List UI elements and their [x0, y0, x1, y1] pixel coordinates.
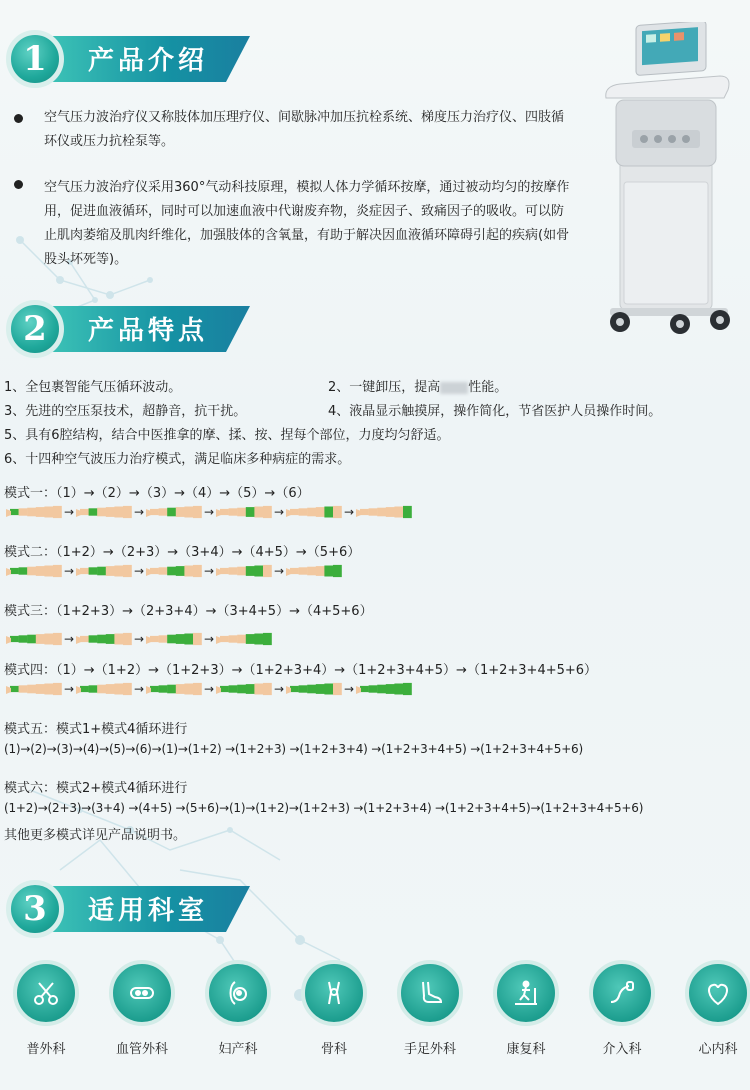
section-number-badge: 3: [6, 880, 64, 938]
leg-chamber-diagram: [146, 505, 202, 519]
treadmill-icon: [511, 978, 541, 1008]
arrow-icon: →: [203, 505, 215, 519]
mode-4-diagram: [6, 682, 412, 696]
arrow-icon: →: [63, 505, 75, 519]
department-general-surgery: [6, 960, 86, 1057]
arrow-icon: →: [273, 564, 285, 578]
leg-chamber-diagram: [286, 505, 342, 519]
department-label: 康复科: [506, 1042, 546, 1057]
arrow-icon: →: [63, 632, 75, 646]
section-header-departments: [6, 876, 256, 942]
arrow-icon: →: [133, 505, 145, 519]
more-modes-note: 其他更多模式详见产品说明书。: [4, 828, 187, 843]
leg-chamber-diagram: [6, 505, 62, 519]
device-illustration: [600, 22, 735, 340]
mode-4-text: 模式四：（1）→（1+2）→（1+2+3）→（1+2+3+4）→（1+2+3+4+5）→（1+2+3+4+5+6）: [4, 663, 598, 678]
bone-joint-icon: [319, 978, 349, 1008]
department-cardiology: [678, 960, 750, 1057]
blood-vessel-icon: [127, 978, 157, 1008]
department-label: 心内科: [698, 1042, 738, 1057]
foot-icon: [415, 978, 445, 1008]
leg-chamber-diagram: [76, 632, 132, 646]
section-title: 产品特点: [88, 316, 209, 346]
catheter-icon: [607, 978, 637, 1008]
arrow-icon: →: [273, 682, 285, 696]
department-orthopedics: [294, 960, 374, 1057]
department-label: 手足外科: [403, 1042, 456, 1057]
mode-2-diagram: [6, 564, 342, 578]
leg-chamber-diagram: [146, 564, 202, 578]
arrow-icon: →: [133, 564, 145, 578]
leg-chamber-diagram: [216, 564, 272, 578]
department-label: 普外科: [26, 1042, 66, 1057]
feature-item: 1、全包裹智能气压循环波动。: [4, 380, 182, 395]
section-title: 适用科室: [88, 896, 209, 926]
arrow-icon: →: [343, 505, 355, 519]
arrow-icon: →: [343, 682, 355, 696]
department-label: 骨科: [320, 1042, 347, 1057]
section-header-intro: [6, 26, 256, 92]
mode-2-text: 模式二：（1+2）→（2+3）→（3+4）→（4+5）→（5+6）: [4, 545, 361, 560]
leg-chamber-diagram: [216, 682, 272, 696]
leg-chamber-diagram: [6, 682, 62, 696]
heart-icon: [703, 978, 733, 1008]
pregnancy-icon: [223, 978, 253, 1008]
arrow-icon: →: [133, 682, 145, 696]
arrow-icon: →: [203, 564, 215, 578]
mode-3-diagram: [6, 632, 272, 646]
intro-paragraph: 空气压力波治疗仪采用360°气动科技原理，模拟人体力学循环按摩，通过被动均匀的按摩作用，促进血液循环，同时可以加速血液中代谢废弃物，炎症因子、致痛因子的吸收。可以防止肌肉萎缩及肌肉纤维化，加强肢体的含氧量，有助于解决因血液循环障碍引起的疾病(如骨股头坏死等)。: [44, 180, 570, 267]
department-rehabilitation: [486, 960, 566, 1057]
mode-1-text: 模式一：（1）→（2）→（3）→（4）→（5）→（6）: [4, 486, 310, 501]
arrow-icon: →: [63, 682, 75, 696]
department-label: 血管外科: [115, 1042, 168, 1057]
leg-chamber-diagram: [216, 632, 272, 646]
leg-chamber-diagram: [6, 632, 62, 646]
feature-item: 5、具有6腔结构，结合中医推拿的摩、揉、按、捏每个部位，力度均匀舒适。: [4, 428, 450, 443]
mode-3-text: 模式三：（1+2+3）→（2+3+4）→（3+4+5）→（4+5+6）: [4, 604, 373, 619]
bullet-dot: [14, 114, 23, 123]
scissors-icon: [31, 978, 61, 1008]
blurred-word: [440, 382, 468, 394]
mode-1-diagram: [6, 505, 412, 519]
feature-item: 4、液晶显示触摸屏，操作简化，节省医护人员操作时间。: [328, 404, 662, 419]
leg-chamber-diagram: [76, 564, 132, 578]
leg-chamber-diagram: [356, 505, 412, 519]
arrow-icon: →: [203, 682, 215, 696]
department-hand-foot-surgery: [390, 960, 470, 1057]
department-interventional: [582, 960, 662, 1057]
bullet-dot: [14, 180, 23, 189]
arrow-icon: →: [63, 564, 75, 578]
section-number-badge: 2: [6, 300, 64, 358]
leg-chamber-diagram: [356, 682, 412, 696]
mode-5-title: 模式五：模式1+模式4循环进行: [4, 722, 188, 737]
feature-item: 3、先进的空压泵技术，超静音，抗干扰。: [4, 404, 247, 419]
leg-chamber-diagram: [286, 564, 342, 578]
arrow-icon: →: [133, 632, 145, 646]
section-number-badge: 1: [6, 30, 64, 88]
leg-chamber-diagram: [286, 682, 342, 696]
mode-6-sequence: (1+2)→(2+3)→(3+4) →(4+5) →(5+6)→(1)→(1+2)→(1+2+3) →(1+2+3+4) →(1+2+3+4+5)→(1+2+3+4+5+6): [4, 801, 644, 815]
leg-chamber-diagram: [76, 682, 132, 696]
arrow-icon: →: [273, 505, 285, 519]
department-label: 介入科: [602, 1042, 642, 1057]
department-vascular-surgery: [102, 960, 182, 1057]
arrow-icon: →: [203, 632, 215, 646]
leg-chamber-diagram: [146, 632, 202, 646]
department-label: 妇产科: [218, 1042, 258, 1057]
section-title: 产品介绍: [88, 46, 209, 76]
intro-paragraph: 空气压力波治疗仪又称肢体加压理疗仪、间歇脉冲加压抗栓系统、梯度压力治疗仪、四肢循环仪或压力抗栓泵等。: [44, 110, 565, 149]
department-obstetrics: [198, 960, 278, 1057]
mode-5-sequence: (1)→(2)→(3)→(4)→(5)→(6)→(1)→(1+2) →(1+2+3) →(1+2+3+4) →(1+2+3+4+5) →(1+2+3+4+5+6): [4, 742, 583, 756]
mode-6-title: 模式六：模式2+模式4循环进行: [4, 781, 188, 796]
leg-chamber-diagram: [76, 505, 132, 519]
feature-item: 6、十四种空气波压力治疗模式，满足临床多种病症的需求。: [4, 452, 351, 467]
leg-chamber-diagram: [6, 564, 62, 578]
leg-chamber-diagram: [216, 505, 272, 519]
leg-chamber-diagram: [146, 682, 202, 696]
feature-item: 2、一键卸压，提高 性能。: [328, 380, 508, 395]
section-header-features: [6, 296, 256, 362]
